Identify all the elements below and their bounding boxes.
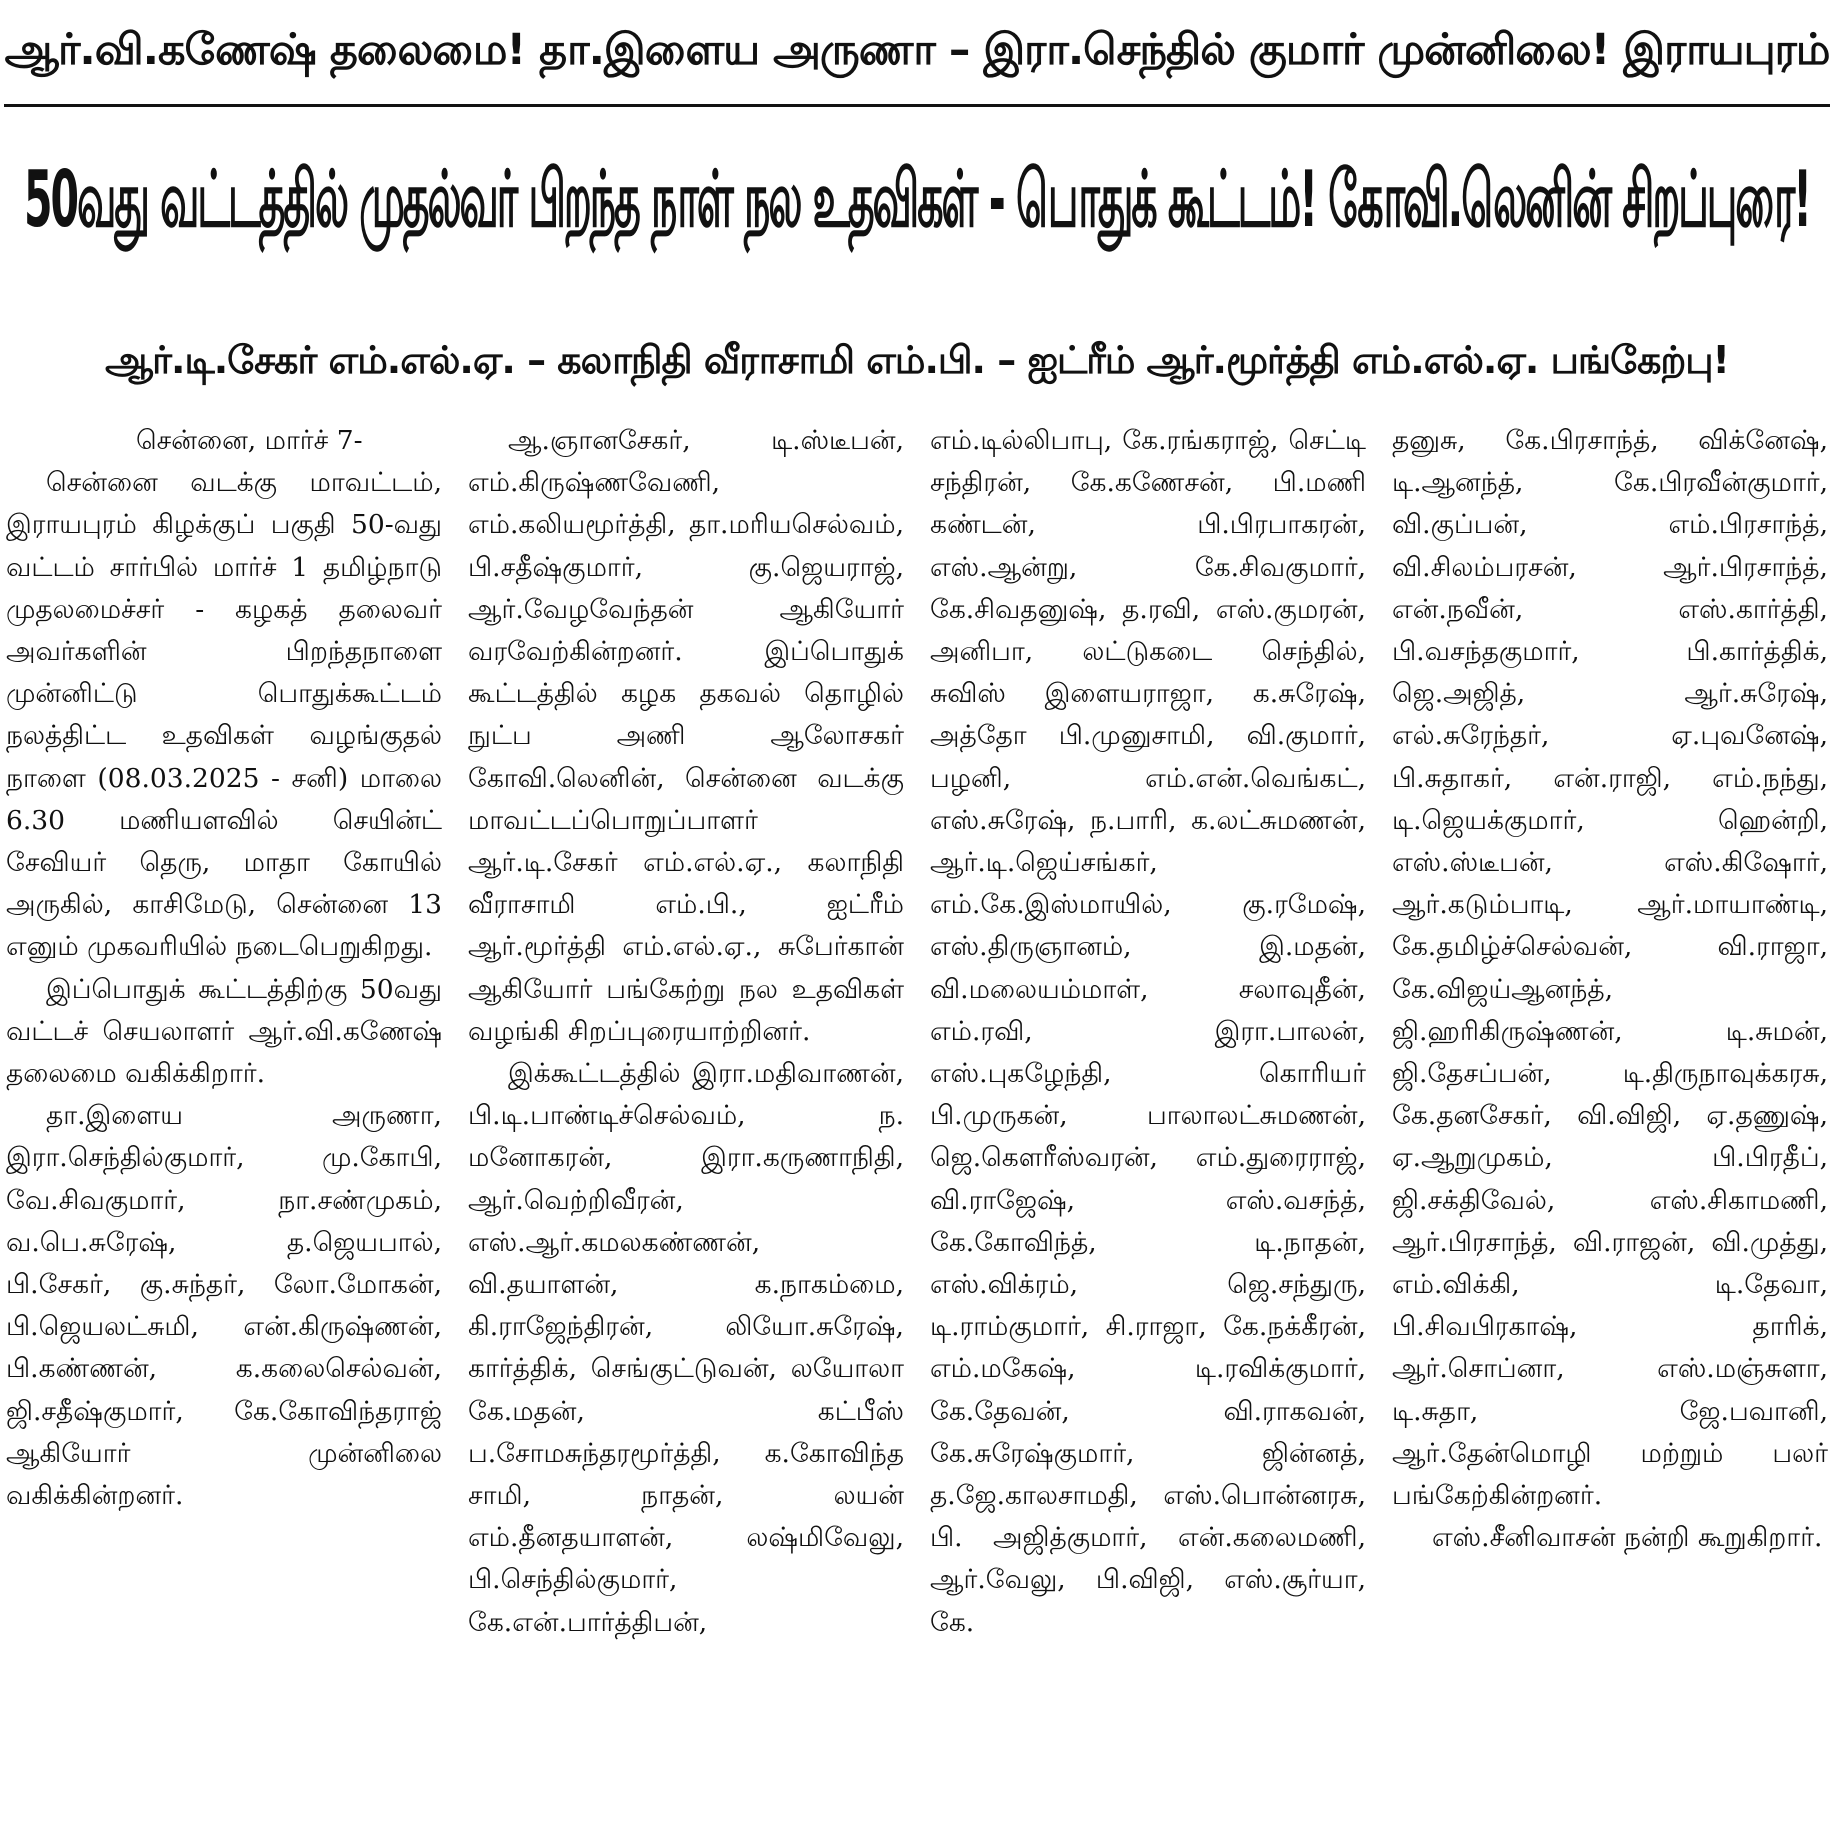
column-4 xyxy=(1392,420,1828,1820)
article-body xyxy=(6,420,1828,1820)
column-1 xyxy=(6,420,442,1820)
paragraph: இக்கூட்டத்தில் இரா.மதிவாணன், பி.டி.பாண்டிச்செல்வம், ந. மனோகரன், இரா.கருணாநிதி, ஆர்.வெற்றிவீரன், எஸ்.ஆர்.கமலகண்ணன், வி.தயாளன், க.நாகம்மை, கி.ராஜேந்திரன், லியோ.சுரேஷ், கார்த்திக், செங்குட்டுவன், லயோலா கே.மதன், கட்பீஸ் ப.சோமசுந்தரமூர்த்தி, க.கோவிந்த சாமி, நாதன், லயன் எம்.தீனதயாளன், லஷ்மிவேலு, பி.செந்தில்குமார், கே.என்.பார்த்திபன், xyxy=(468,1058,904,1638)
sub-headline: ஆர்.டி.சேகர் எம்.எல்.ஏ. – கலாநிதி வீராசாமி எம்.பி. – ஐட்ரீம் ஆர்.மூர்த்தி எம்.எல்.ஏ. பங்கேற்பு! xyxy=(105,338,1729,382)
kicker-divider xyxy=(4,104,1830,107)
paragraph: ஆ.ஞானசேகர், டி.ஸ்டீபன், எம்.கிருஷ்ணவேணி, எம்.கலியமூர்த்தி, தா.மரியசெல்வம், பி.சதீஷ்குமார், கு.ஜெயராஜ், ஆர்.வேழவேந்தன் ஆகியோர் வரவேற்கின்றனர். இப்பொதுக் கூட்டத்தில் கழக தகவல் தொழில் நுட்ப அணி ஆலோசகர் கோவி.லெனின், சென்னை வடக்கு மாவட்டப்பொறுப்பாளர் ஆர்.டி.சேகர் எம்.எல்.ஏ., கலாநிதி வீராசாமி எம்.பி., ஐட்ரீம் ஆர்.மூர்த்தி எம்.எல்.ஏ., சுபேர்கான் ஆகியோர் பங்கேற்று நல உதவிகள் வழங்கி சிறப்புரையாற்றினர். xyxy=(468,425,904,1047)
main-headline xyxy=(0,110,1834,300)
paragraph: எம்.டில்லிபாபு, கே.ரங்கராஜ், செட்டி சந்திரன், கே.கணேசன், பி.மணி கண்டன், பி.பிரபாகரன், எஸ்.ஆன்று, கே.சிவகுமார், கே.சிவதனுஷ், த.ரவி, எஸ்.குமரன், அனிபா, லட்டுகடை செந்தில், சுவிஸ் இளையராஜா, க.சுரேஷ், அத்தோ பி.முனுசாமி, வி.குமார், பழனி, எம்.என்.வெங்கட், எஸ்.சுரேஷ், ந.பாரி, க.லட்சுமணன், ஆர்.டி.ஜெய்சங்கர், எம்.கே.இஸ்மாயில், கு.ரமேஷ், எஸ்.திருஞானம், இ.மதன், வி.மலையம்மாள், சலாவுதீன், எம்.ரவி, இரா.பாலன், எஸ்.புகழேந்தி, கொரியர் பி.முருகன், பாலாலட்சுமணன், ஜெ.கௌரீஸ்வரன், எம்.துரைராஜ், வி.ராஜேஷ், எஸ்.வசந்த், கே.கோவிந்த், டி.நாதன், எஸ்.விக்ரம், ஜெ.சந்துரு, டி.ராம்குமார், சி.ராஜா, கே.நக்கீரன், எம்.மகேஷ், டி.ரவிக்குமார், கே.தேவன், வி.ராகவன், கே.சுரேஷ்குமார், ஜின்னத், த.ஜே.காலசாமதி, எஸ்.பொன்னரசு, பி. அஜித்குமார், என்.கலைமணி, ஆர்.வேலு, பி.விஜி, எஸ்.சூர்யா, கே. xyxy=(930,425,1366,1638)
paragraph: தனுசு, கே.பிரசாந்த், விக்னேஷ், டி.ஆனந்த், கே.பிரவீன்குமார், வி.குப்பன், எம்.பிரசாந்த், வி.சிலம்பரசன், ஆர்.பிரசாந்த், என்.நவீன், எஸ்.கார்த்தி, பி.வசந்தகுமார், பி.கார்த்திக், ஜெ.அஜித், ஆர்.சுரேஷ், எல்.சுரேந்தர், ஏ.புவனேஷ், பி.சுதாகர், என்.ராஜி, எம்.நந்து, டி.ஜெயக்குமார், ஹென்றி, எஸ்.ஸ்டீபன், எஸ்.கிஷோர், ஆர்.கடும்பாடி, ஆர்.மாயாண்டி, கே.தமிழ்ச்செல்வன், வி.ராஜா, கே.விஜய்ஆனந்த், ஜி.ஹரிகிருஷ்ணன், டி.சுமன், ஜி.தேசப்பன், டி.திருநாவுக்கரசு, கே.தனசேகர், வி.விஜி, ஏ.தணுஷ், ஏ.ஆறுமுகம், பி.பிரதீப், ஜி.சக்திவேல், எஸ்.சிகாமணி, ஆர்.பிரசாந்த், வி.ராஜன், வி.முத்து, எம்.விக்கி, டி.தேவா, பி.சிவபிரகாஷ், தாரிக், ஆர்.சொப்னா, எஸ்.மஞ்சுளா, டி.சுதா, ஜே.பவானி, ஆர்.தேன்மொழி மற்றும் பலர் பங்கேற்கின்றனர். xyxy=(1392,425,1828,1512)
kicker-headline: ஆர்.வி.கணேஷ் தலைமை! தா.இளைய அருணா – இரா.செந்தில் குமார் முன்னிலை! இராயபுரம் xyxy=(4,24,1830,75)
dateline: சென்னை, மார்ச் 7- xyxy=(136,425,363,456)
paragraph: சென்னை வடக்கு மாவட்டம், இராயபுரம் கிழக்குப் பகுதி 50-வது வட்டம் சார்பில் மார்ச் 1 தமிழ்நாடு முதலமைச்சர் - கழகத் தலைவர் அவர்களின் பிறந்தநாளை முன்னிட்டு பொதுக்கூட்டம் நலத்திட்ட உதவிகள் வழங்குதல் நாளை (08.03.2025 - சனி) மாலை 6.30 மணியளவில் செயின்ட் சேவியர் தெரு, மாதா கோயில் அருகில், காசிமேடு, சென்னை 13 எனும் முகவரியில் நடைபெறுகிறது. xyxy=(6,467,442,963)
main-headline-text: 50வது வட்டத்தில் முதல்வர் பிறந்த நாள் நல உதவிகள் - பொதுக் கூட்டம்! கோவி.லெனின் சிறப்புரை! xyxy=(24,153,1810,245)
paragraph: இப்பொதுக் கூட்டத்திற்கு 50வது வட்டச் செயலாளர் ஆர்.வி.கணேஷ் தலைமை வகிக்கிறார். xyxy=(6,973,442,1090)
paragraph: தா.இளைய அருணா, இரா.செந்தில்குமார், மு.கோபி, வே.சிவகுமார், நா.சண்முகம், வ.பெ.சுரேஷ், த.ஜெயபால், பி.சேகர், கு.சுந்தர், லோ.மோகன், பி.ஜெயலட்சுமி, என்.கிருஷ்ணன், பி.கண்ணன், க.கலைசெல்வன், ஜி.சதீஷ்குமார், கே.கோவிந்தராஜ் ஆகியோர் முன்னிலை வகிக்கின்றனர். xyxy=(6,1100,442,1512)
column-2 xyxy=(468,420,904,1820)
paragraph: எஸ்.சீனிவாசன் நன்றி கூறுகிறார். xyxy=(1432,1522,1823,1554)
column-3 xyxy=(930,420,1366,1820)
